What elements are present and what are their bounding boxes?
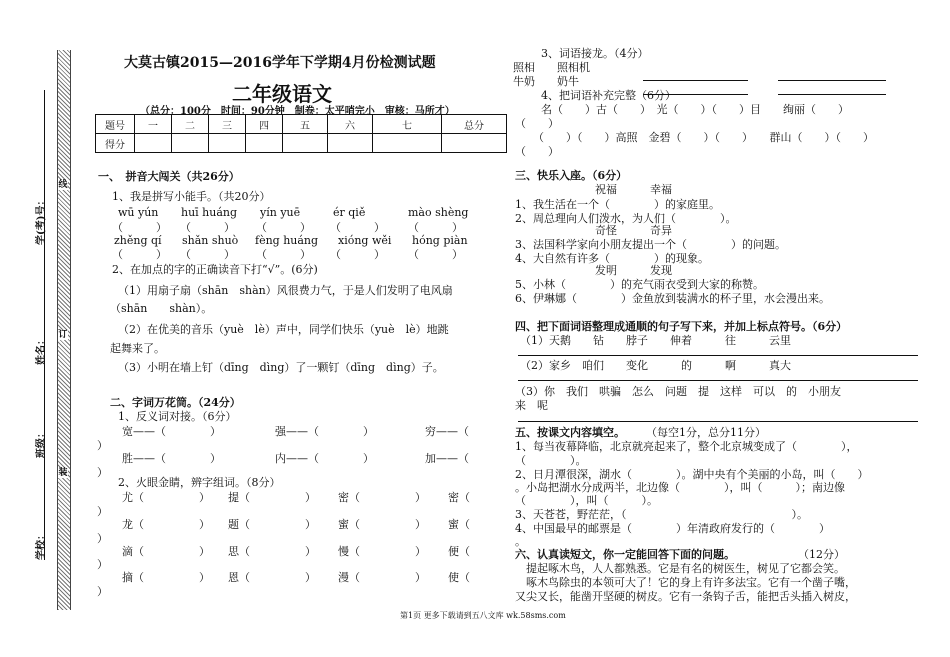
reading-passage: 提起啄木鸟，人人都熟悉。它是有名的树医生，树见了它都会笑。 — [515, 562, 845, 575]
score-cell[interactable] — [373, 134, 442, 153]
score-cell[interactable] — [135, 134, 172, 153]
fill-item[interactable]: 2、周总理向人们泼水，为人们（ ）。 — [515, 212, 737, 225]
score-cell[interactable] — [328, 134, 373, 153]
score-header-cell: 七 — [373, 115, 442, 134]
score-header-cell: 二 — [172, 115, 209, 134]
text-fill[interactable]: 4、中国最早的邮票是（ ）年清政府发行的（ ） — [515, 522, 830, 535]
q2-2-instruction: 2、火眼金睛，辨字组词。（8分） — [118, 476, 281, 489]
q1-2-item-1-cont: （shān shàn）。 — [110, 302, 213, 315]
binding-label-ding: 订 — [58, 330, 68, 340]
char-item[interactable]: 便（ — [448, 545, 470, 558]
answer-blank[interactable]: （ ） — [180, 248, 235, 261]
pinyin-item: hóng piàn — [412, 234, 468, 247]
pinyin-item: xióng wěi — [338, 234, 392, 247]
q1-2-item-3: （3）小明在墙上钉（dīng dìng）了一颗钉（dīng dìng）子。 — [118, 361, 444, 374]
answer-blank[interactable]: （ ） — [112, 221, 167, 234]
fill-item[interactable]: 3、法国科学家向小朋友提出一个（ ）的问题。 — [515, 238, 786, 251]
exam-subtitle: 二年级语文 — [232, 82, 332, 106]
text-fill[interactable]: 3、天苍苍，野茫茫，（ ）。 — [515, 508, 808, 521]
fill-item[interactable]: 1、我生活在一个（ ）的家庭里。 — [515, 198, 720, 211]
antonym-item[interactable]: 穷——（ — [425, 425, 469, 438]
complete-row-2[interactable]: （ ）（ ）高照 金碧（ ）（ ） 群山（ ）（ ） — [533, 131, 874, 144]
q4-instruction: 4、把词语补充完整（6分） — [541, 89, 676, 102]
q1-2-item-2-cont: 起舞来了。 — [110, 342, 165, 355]
complete-row-2-cont[interactable]: （ ） — [515, 145, 559, 158]
char-item[interactable]: 提（ ） — [228, 491, 316, 504]
word-pair: 祝福 幸福 — [595, 183, 672, 196]
pinyin-item: zhěng qí — [114, 234, 162, 247]
section-2-title: 二、字词万花筒。（24分） — [110, 396, 241, 409]
answer-blank[interactable]: （ ） — [408, 248, 463, 261]
score-header-cell: 四 — [246, 115, 283, 134]
page-footer: 第1页 更多下载请到五八文库 wk.58sms.com — [400, 611, 566, 620]
char-item[interactable]: 题（ ） — [228, 518, 316, 531]
chain-row-1: 照相 照相机 — [513, 61, 590, 74]
score-header-cell: 总分 — [442, 115, 507, 134]
char-item[interactable]: 尤（ ） — [122, 491, 210, 504]
q1-2-instruction: 2、在加点的字的正确读音下打“√”。(6分) — [112, 263, 318, 276]
word-pair: 奇怪 奇异 — [595, 224, 672, 237]
score-header-cell: 三 — [209, 115, 246, 134]
section-1-title: 一、 拼音大闯关（共26分） — [98, 170, 240, 183]
section-6-score: （12分） — [798, 548, 845, 561]
complete-row-1-cont[interactable]: （ ） — [515, 117, 559, 130]
score-table — [95, 114, 507, 153]
reading-passage: 又尖又长，能凿开坚硬的树皮。它有一条钩子舌，能把舌头插入树皮， — [515, 590, 856, 603]
score-cell[interactable] — [209, 134, 246, 153]
char-item[interactable]: 漫（ ） — [338, 571, 426, 584]
answer-blank[interactable]: （ ） — [180, 221, 235, 234]
score-header-cell: 五 — [283, 115, 328, 134]
sentence-words-cont: 来 呢 — [515, 399, 548, 412]
score-header-cell: 题号 — [96, 115, 135, 134]
answer-line[interactable] — [518, 355, 918, 356]
score-cell[interactable] — [246, 134, 283, 153]
answer-blank[interactable]: （ ） — [112, 248, 167, 261]
field-class: 班级： — [36, 428, 47, 458]
pinyin-item: fèng huáng — [255, 234, 319, 247]
char-item[interactable]: 密（ ） — [338, 491, 426, 504]
fill-item[interactable]: 6、伊琳娜（ ）金鱼放到装满水的杯子里，水会漫出来。 — [515, 292, 830, 305]
answer-blank[interactable]: （ ） — [330, 221, 385, 234]
char-item[interactable]: 思（ ） — [228, 545, 316, 558]
answer-blank[interactable]: （ ） — [330, 248, 385, 261]
answer-blank[interactable]: （ ） — [256, 221, 311, 234]
field-name: 姓名： — [36, 335, 47, 365]
exam-info: （总分：100分 时间：90分钟 制卷：太平哨完小 审核：马所才） — [140, 106, 455, 117]
section-4-title: 四、把下面词语整理成通顺的句子写下来，并加上标点符号。（6分） — [515, 320, 848, 333]
sentence-words: （3）你 我们 哄骗 怎么 问题 提 这样 可以 的 小朋友 — [515, 385, 841, 398]
antonym-close: ） — [97, 466, 108, 479]
section-3-title: 三、快乐入座。（6分） — [515, 169, 628, 182]
antonym-close: ） — [97, 439, 108, 452]
section-5-title: 五、按课文内容填空。 — [515, 426, 625, 439]
binding-label-zhuang: 装 — [58, 468, 68, 478]
char-item[interactable]: 滴（ ） — [122, 545, 210, 558]
chain-row-2: 牛奶 奶牛 — [513, 75, 579, 88]
text-fill-cont[interactable]: （ ）。 — [515, 454, 587, 467]
pinyin-item: wū yún — [118, 206, 159, 219]
char-item[interactable]: 慢（ ） — [338, 545, 426, 558]
char-close: ） — [97, 558, 108, 571]
answer-blank[interactable]: （ ） — [408, 221, 463, 234]
field-student-id: 学(考)号： — [36, 195, 47, 245]
char-item[interactable]: 摘（ ） — [122, 571, 210, 584]
fill-item[interactable]: 5、小林（ ）的充气雨衣受到大家的称赞。 — [515, 278, 764, 291]
pinyin-item: mào shèng — [408, 206, 469, 219]
word-pair: 发明 发现 — [595, 264, 672, 277]
margin-line — [44, 90, 45, 560]
section-5-score: （每空1分，总分11分） — [646, 426, 766, 439]
answer-line[interactable] — [518, 421, 918, 422]
score-header-cell: 六 — [328, 115, 373, 134]
q2-1-instruction: 1、反义词对接。（6分） — [118, 410, 237, 423]
char-item[interactable]: 密（ — [448, 491, 470, 504]
answer-line[interactable] — [643, 80, 748, 81]
score-row-label: 得分 — [96, 134, 135, 153]
score-cell[interactable] — [172, 134, 209, 153]
antonym-item[interactable]: 胜——（ ） — [122, 452, 221, 465]
text-fill[interactable]: 1、每当夜幕降临，北京就亮起来了，整个北京城变成了（ ）， — [515, 440, 858, 453]
char-item[interactable]: 蜜（ ） — [338, 518, 426, 531]
binding-label-line: 线 — [58, 180, 68, 190]
q3-instruction: 3、词语接龙。（4分） — [541, 47, 649, 60]
exam-title: 大莫古镇2015—2016学年下学期4月份检测试题 — [124, 55, 436, 71]
char-item[interactable]: 龙（ ） — [122, 518, 210, 531]
fill-item[interactable]: 4、大自然有许多（ ）的现象。 — [515, 252, 709, 265]
antonym-item[interactable]: 宽——（ ） — [122, 425, 221, 438]
q1-1-instruction: 1、我是拼写小能手。（共20分） — [112, 190, 271, 203]
answer-line[interactable] — [778, 94, 886, 95]
complete-row-1[interactable]: 名（ ）古（ ） 光（ ）（ ）目 绚丽（ ） — [541, 103, 849, 116]
q1-2-item-1: （1）用扇子扇（shān shàn）风很费力气，于是人们发明了电风扇 — [118, 284, 453, 297]
char-item[interactable]: 恩（ ） — [228, 571, 316, 584]
sentence-words: （1）天鹅 钻 脖子 伸着 往 云里 — [520, 334, 791, 347]
pinyin-item: huī huáng — [181, 206, 238, 219]
char-item[interactable]: 使（ — [448, 571, 470, 584]
text-fill-cont[interactable]: 。小岛把湖水分成两半，北边像（ ），叫（ ）；南边像 — [515, 481, 845, 494]
antonym-item[interactable]: 强——（ ） — [275, 425, 374, 438]
char-close: ） — [97, 532, 108, 545]
char-item[interactable]: 蜜（ — [448, 518, 470, 531]
antonym-item[interactable]: 内——（ ） — [275, 452, 374, 465]
char-close: ） — [97, 585, 108, 598]
reading-passage: 啄木鸟除虫的本领可大了！它的身上有许多法宝。它有一个凿子嘴， — [515, 576, 856, 589]
pinyin-item: ér qiě — [333, 206, 366, 219]
char-close: ） — [97, 505, 108, 518]
score-cell[interactable] — [283, 134, 328, 153]
field-school: 学校： — [36, 530, 47, 560]
answer-line[interactable] — [778, 80, 886, 81]
answer-line[interactable] — [518, 380, 918, 381]
score-header-cell: 一 — [135, 115, 172, 134]
text-fill[interactable]: 2、日月潭很深，湖水（ ）。湖中央有个美丽的小岛，叫（ ） — [515, 468, 869, 481]
q1-2-item-2: （2）在优美的音乐（yuè lè）声中，同学们快乐（yuè lè）地跳 — [118, 323, 449, 336]
section-6-title: 六、认真读短文，你一定能回答下面的问题。 — [515, 548, 735, 561]
sentence-words: （2）家乡 咱们 变化 的 啊 真大 — [520, 359, 791, 372]
pinyin-item: yín yuē — [260, 206, 301, 219]
answer-line[interactable] — [643, 94, 748, 95]
text-fill-cont: 。 — [515, 535, 526, 548]
pinyin-item: shǎn shuò — [182, 234, 239, 247]
text-fill-cont[interactable]: （ ），叫（ ）。 — [515, 494, 658, 507]
score-cell[interactable] — [442, 134, 507, 153]
antonym-item[interactable]: 加——（ — [425, 452, 469, 465]
answer-blank[interactable]: （ ） — [256, 248, 311, 261]
